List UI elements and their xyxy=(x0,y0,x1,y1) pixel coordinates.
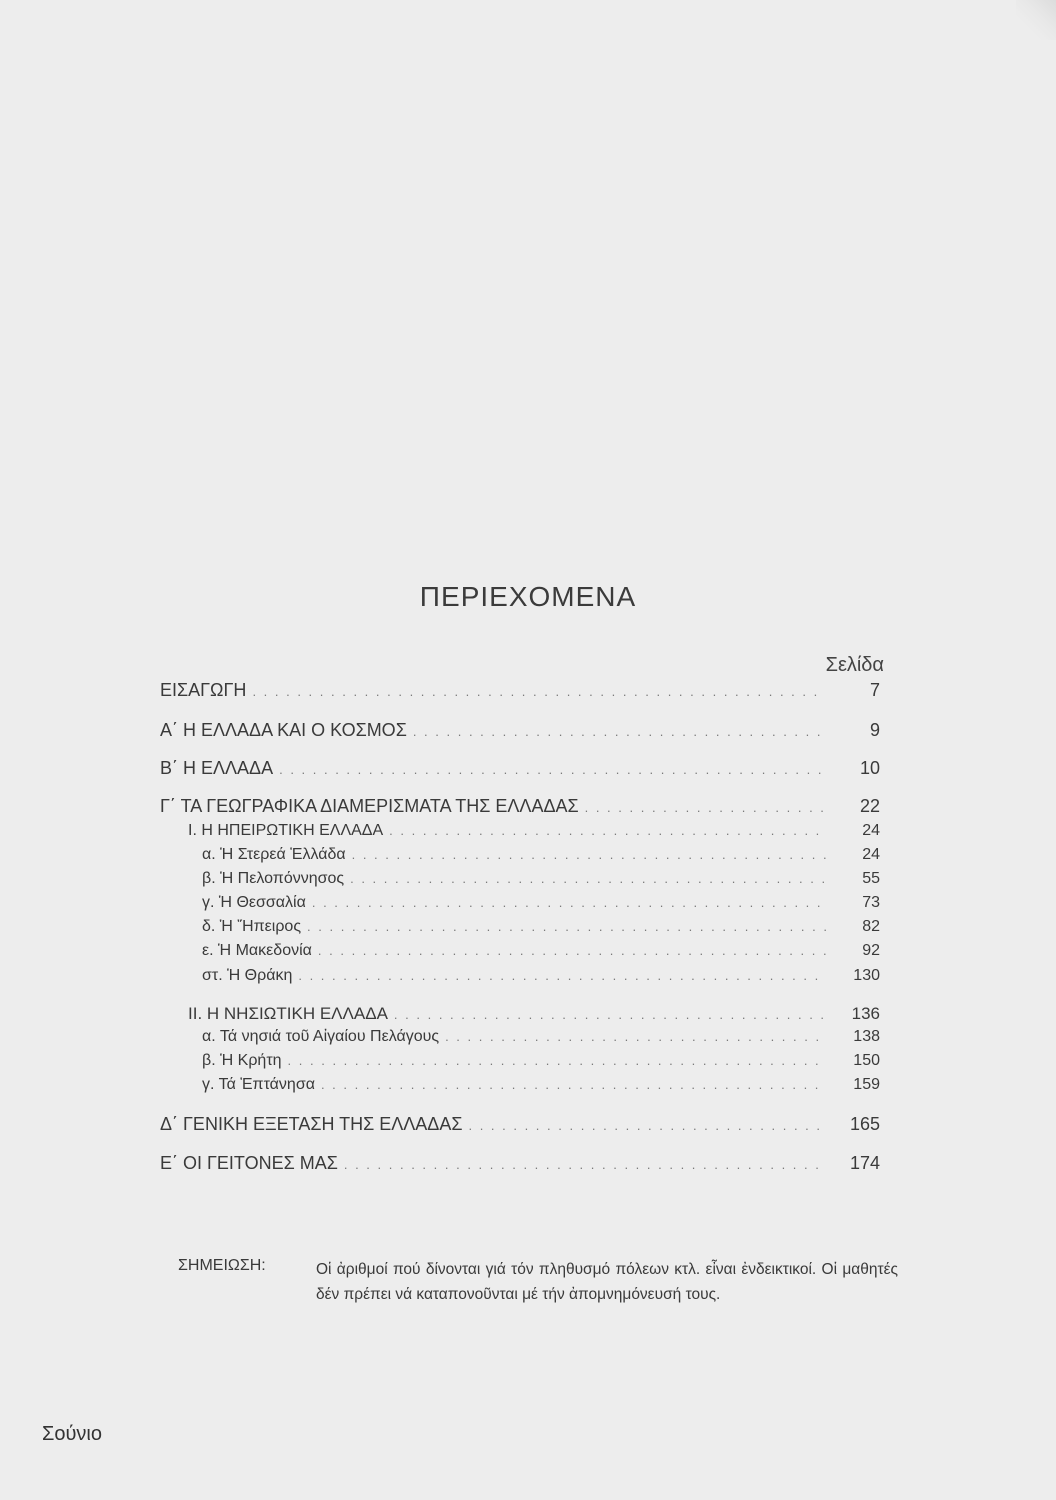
leader-dots xyxy=(252,684,826,699)
toc-entry-page: 92 xyxy=(862,942,880,959)
toc-entry-page: 9 xyxy=(869,720,880,740)
toc-entry-label: Ε΄ ΟΙ ΓΕΙΤΟΝΕΣ ΜΑΣ xyxy=(160,1153,338,1173)
toc-entry-label: α. Τά νησιά τοῦ Αἰγαίου Πελάγους xyxy=(202,1028,440,1045)
toc-entry-label: γ. Τά Ἑπτάνησα xyxy=(202,1076,315,1093)
toc-entry-page: 174 xyxy=(849,1153,880,1173)
toc-entry[interactable] xyxy=(202,846,880,864)
leader-dots xyxy=(413,724,826,739)
toc-entry[interactable] xyxy=(160,758,880,779)
page-column-header: Σελίδα xyxy=(825,654,884,676)
toc-entry-label: γ. Ἡ Θεσσαλία xyxy=(202,894,306,911)
toc-entry-page: 24 xyxy=(862,846,880,863)
leader-dots xyxy=(445,1029,826,1044)
leader-dots xyxy=(321,1077,826,1092)
toc-entry-label: Β΄ Η ΕΛΛΑΔΑ xyxy=(160,758,274,778)
toc-entry-page: 10 xyxy=(859,758,880,778)
toc-entry-page: 55 xyxy=(862,870,880,887)
toc-entry[interactable] xyxy=(160,720,880,741)
toc-entry-label: Γ΄ ΤΑ ΓΕΩΓΡΑΦΙΚΑ ΔΙΑΜΕΡΙΣΜΑΤΑ ΤΗΣ ΕΛΛΑΔΑΣ xyxy=(160,796,579,816)
toc-entry-label: ΙΙ. Η ΝΗΣΙΩΤΙΚΗ ΕΛΛΑΔΑ xyxy=(188,1004,388,1023)
toc-entry[interactable] xyxy=(202,1076,880,1094)
toc-entry-label: Ι. Η ΗΠΕΙΡΩΤΙΚΗ ΕΛΛΑΔΑ xyxy=(188,822,384,839)
toc-entry[interactable] xyxy=(202,967,880,985)
toc-entry[interactable] xyxy=(202,1052,880,1070)
leader-dots xyxy=(352,847,826,862)
toc-entry[interactable] xyxy=(202,1028,880,1046)
note-text: Οἱ ἀριθμοί πού δίνονται γιά τόν πληθυσμό πόλεων κτλ. εἶναι ἐνδεικτικοί. Οἱ μαθητές δέν πρέπει νά καταπονοῦνται μέ τήν ἀπομνημόνευσή τους. xyxy=(316,1261,898,1303)
toc-entry-page: 150 xyxy=(853,1052,880,1069)
toc-entry-page: 24 xyxy=(862,822,880,839)
toc-entry[interactable] xyxy=(202,918,880,936)
toc-entry-label: Δ΄ ΓΕΝΙΚΗ ΕΞΕΤΑΣΗ ΤΗΣ ΕΛΛΑΔΑΣ xyxy=(160,1114,463,1134)
page-title: ΠΕΡΙΕΧΟΜΕΝΑ xyxy=(419,581,637,612)
toc-entry[interactable] xyxy=(160,680,880,701)
page-corner-shadow xyxy=(1016,0,1056,40)
leader-dots xyxy=(350,871,826,886)
leader-dots xyxy=(394,1007,826,1022)
leader-dots xyxy=(312,895,826,910)
toc-entry-label: α. Ἡ Στερεά Ἑλλάδα xyxy=(202,846,346,863)
leader-dots xyxy=(288,1053,826,1068)
toc-entry-label: ε. Ἡ Μακεδονία xyxy=(202,942,312,959)
toc-entry-page: 22 xyxy=(859,796,880,816)
footer-caption: Σούνιο xyxy=(42,1423,102,1445)
leader-dots xyxy=(389,823,826,838)
toc-entry-label: Α΄ Η ΕΛΛΑΔΑ ΚΑΙ Ο ΚΟΣΜΟΣ xyxy=(160,720,407,740)
leader-dots xyxy=(279,762,826,777)
toc-entry-page: 159 xyxy=(853,1076,880,1093)
note-label: ΣΗΜΕΙΩΣΗ: xyxy=(178,1257,266,1274)
toc-entry-page: 136 xyxy=(851,1004,880,1023)
toc-entry[interactable] xyxy=(202,942,880,960)
leader-dots xyxy=(585,800,826,815)
toc-entry[interactable] xyxy=(160,1153,880,1174)
toc-entry-page: 130 xyxy=(853,967,880,984)
toc-entry[interactable] xyxy=(202,870,880,888)
note-block xyxy=(178,1257,898,1307)
toc-entry[interactable] xyxy=(188,822,880,840)
leader-dots xyxy=(298,968,826,983)
leader-dots xyxy=(344,1157,826,1172)
toc-entry-page: 165 xyxy=(849,1114,880,1134)
leader-dots xyxy=(468,1118,826,1133)
toc-entry[interactable] xyxy=(160,1114,880,1135)
toc-entry-label: ΕΙΣΑΓΩΓΗ xyxy=(160,680,247,700)
toc-entry-label: στ. Ἡ Θράκη xyxy=(202,967,293,984)
toc-entry-label: β. Ἡ Κρήτη xyxy=(202,1052,282,1069)
leader-dots xyxy=(318,943,826,958)
toc-entry-page: 138 xyxy=(853,1028,880,1045)
toc-entry[interactable] xyxy=(160,796,880,817)
leader-dots xyxy=(307,919,826,934)
toc-entry-page: 73 xyxy=(862,894,880,911)
toc-entry-label: β. Ἡ Πελοπόννησος xyxy=(202,870,345,887)
toc-entry-label: δ. Ἡ Ἤπειρος xyxy=(202,918,302,935)
toc-entry[interactable] xyxy=(202,894,880,912)
toc-entry-page: 7 xyxy=(869,680,880,700)
toc-entry-page: 82 xyxy=(862,918,880,935)
toc-entry[interactable] xyxy=(188,1004,880,1024)
